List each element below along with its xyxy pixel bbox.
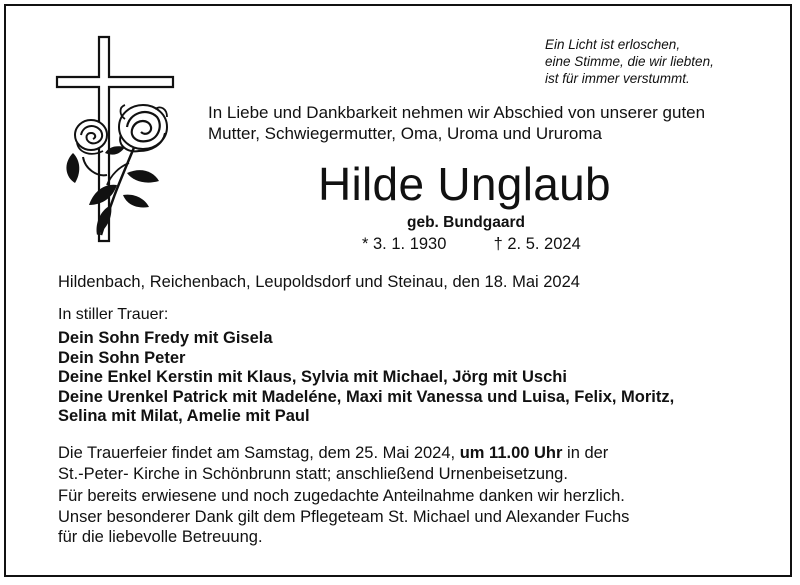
thanks-line: für die liebevolle Betreuung. bbox=[58, 528, 263, 546]
place-and-date: Hildenbach, Reichenbach, Leupoldsdorf und Steinau, den 18. Mai 2024 bbox=[58, 273, 580, 291]
deceased-name: Hilde Unglaub bbox=[318, 158, 611, 210]
poem-line: ist für immer verstummt. bbox=[545, 71, 690, 86]
service-line bbox=[58, 443, 608, 464]
cross-with-rose-icon bbox=[55, 35, 185, 245]
thanks-text bbox=[58, 486, 629, 548]
mourners-list bbox=[58, 329, 674, 427]
mourner-line: Dein Sohn Peter bbox=[58, 348, 186, 367]
thanks-line: Für bereits erwiesene und noch zugedachte Anteilnahme danken wir herzlich. bbox=[58, 487, 625, 505]
service-text: Die Trauerfeier findet am Samstag, dem 25. Mai 2024, bbox=[58, 444, 456, 462]
service-time: um 11.00 Uhr bbox=[459, 444, 563, 462]
mourner-line: Deine Enkel Kerstin mit Klaus, Sylvia mit Michael, Jörg mit Uschi bbox=[58, 368, 567, 386]
birth-date: * 3. 1. 1930 bbox=[362, 235, 447, 253]
mourner-line: Selina mit Milat, Amelie mit Paul bbox=[58, 407, 310, 425]
mourners-intro: In stiller Trauer: bbox=[58, 306, 169, 323]
poem-line: Ein Licht ist erloschen, bbox=[545, 37, 681, 52]
mourner-line: Dein Sohn Fredy mit Gisela bbox=[58, 329, 273, 347]
service-text: in der bbox=[567, 444, 609, 462]
service-info bbox=[58, 443, 608, 484]
birth-name: geb. Bundgaard bbox=[407, 214, 525, 231]
service-line: St.-Peter- Kirche in Schönbrunn statt; anschließend Urnenbeisetzung. bbox=[58, 464, 568, 483]
thanks-line: Unser besonderer Dank gilt dem Pflegeteam St. Michael und Alexander Fuchs bbox=[58, 507, 630, 526]
poem-line: eine Stimme, die wir liebten, bbox=[545, 54, 714, 69]
intro-line: In Liebe und Dankbarkeit nehmen wir Abschied von unserer guten bbox=[208, 103, 706, 122]
death-date: † 2. 5. 2024 bbox=[493, 235, 581, 253]
farewell-intro bbox=[208, 102, 705, 144]
mourner-line: Deine Urenkel Patrick mit Madeléne, Maxi mit Vanessa und Luisa, Felix, Moritz, bbox=[58, 387, 675, 406]
intro-line: Mutter, Schwiegermutter, Oma, Uroma und Ururoma bbox=[208, 124, 602, 143]
life-dates bbox=[362, 235, 581, 254]
memorial-poem bbox=[545, 36, 775, 87]
